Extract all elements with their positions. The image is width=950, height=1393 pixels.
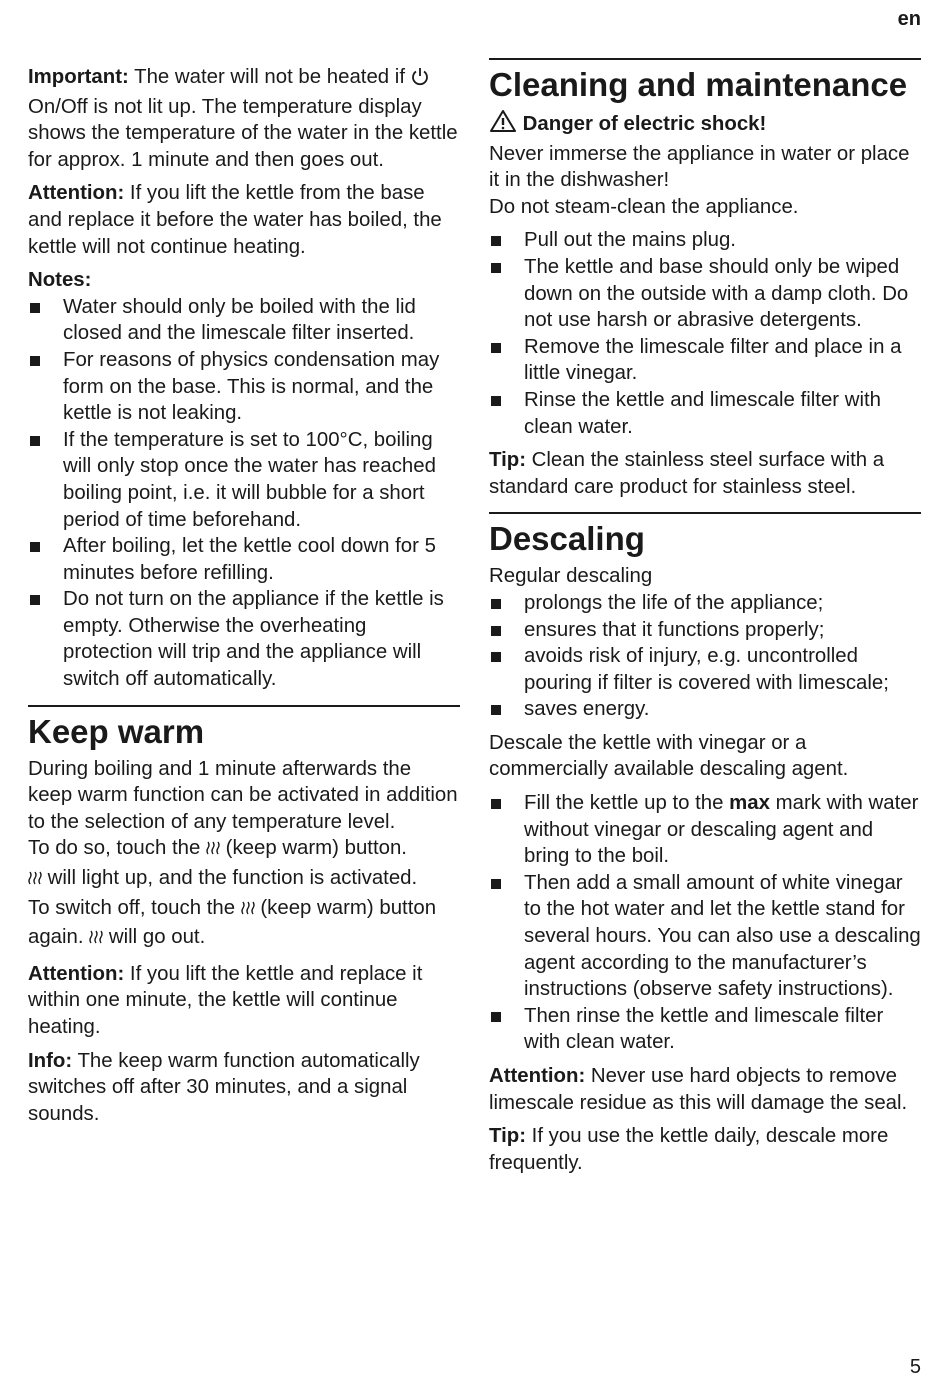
keep-warm-icon <box>241 898 255 925</box>
descaling-attention: Attention: Never use hard objects to remove limescale residue as this will damage the seal. <box>489 1065 908 1114</box>
keep-warm-attention: Attention: If you lift the kettle and replace it within one minute, the kettle will continue heating. <box>28 962 423 1038</box>
list-item: Fill the kettle up to the max mark with water without vinegar or descaling agent and bring to the boil. <box>489 790 921 870</box>
descaling-steps <box>489 790 921 1056</box>
list-item: For reasons of physics condensation may form on the base. This is normal, and the kettle is not leaking. <box>28 347 460 427</box>
bullet-icon <box>491 343 501 353</box>
section-heading: Keep warm <box>28 712 205 750</box>
list-item: Remove the limescale filter and place in a little vinegar. <box>489 334 921 387</box>
attention-label: Attention: <box>28 962 125 985</box>
attention-label: Attention: <box>489 1065 586 1087</box>
bullet-icon <box>30 303 40 313</box>
power-icon <box>411 66 429 94</box>
info-label: Info: <box>28 1049 73 1072</box>
keep-warm-section <box>28 705 460 752</box>
list-item: Then add a small amount of white vinegar to the hot water and let the kettle stand for several hours. You can also use a descaling agent according to the manufacturer’s instructions (observe safety instructions). <box>489 870 921 1003</box>
list-item: After boiling, let the kettle cool down for 5 minutes before refilling. <box>28 533 460 586</box>
right-column <box>489 58 921 1183</box>
tip-label: Tip: <box>489 1125 526 1148</box>
list-item: Then rinse the kettle and limescale filter with clean water. <box>489 1003 921 1056</box>
bullet-icon <box>30 436 40 446</box>
descaling-agent-text: Descale the kettle with vinegar or a commercially available descaling agent. <box>489 731 849 781</box>
list-item: If the temperature is set to 100°C, boiling will only stop once the water has reached boiling point, i.e. it will bubble for a short period of time beforehand. <box>28 427 460 533</box>
bullet-icon <box>30 356 40 366</box>
page-number: 5 <box>909 1356 921 1378</box>
keep-warm-info: Info: The keep warm function automatically switches off after 30 minutes, and a signal sounds. <box>28 1049 420 1125</box>
bullet-icon <box>491 236 501 246</box>
descaling-benefits <box>489 590 921 723</box>
bullet-icon <box>491 626 501 636</box>
cleaning-tip: Tip: Clean the stainless steel surface with a standard care product for stainless steel. <box>489 449 885 498</box>
bullet-icon <box>491 396 501 406</box>
cleaning-steps <box>489 227 921 440</box>
attention-paragraph: Attention: If you lift the kettle from the base and replace it before the water has boiled, the kettle will not continue heating. <box>28 182 442 258</box>
keep-warm-instructions: To do so, touch the (keep warm) button. will light up, and the function is activated. To switch off, touch the (keep warm) button again. will go out. <box>28 835 460 953</box>
keep-warm-intro: During boiling and 1 minute afterwards the keep warm function can be activated in addition to the selection of any temperature level. <box>28 757 458 833</box>
bullet-icon <box>491 879 501 889</box>
left-column <box>28 64 460 1134</box>
keep-warm-icon <box>206 838 220 865</box>
warning-triangle-icon <box>489 109 517 141</box>
keep-warm-icon <box>89 927 103 954</box>
important-label: Important: <box>28 66 129 88</box>
list-item: Water should only be boiled with the lid closed and the limescale filter inserted. <box>28 294 460 347</box>
section-heading: Descaling <box>489 520 645 558</box>
bullet-icon <box>30 595 40 605</box>
danger-warning: Danger of electric shock! <box>489 109 921 141</box>
danger-text: Never immerse the appliance in water or place it in the dishwasher! <box>489 142 910 192</box>
list-item: The kettle and base should only be wiped down on the outside with a damp cloth. Do not use harsh or abrasive detergents. <box>489 254 921 334</box>
list-item: ensures that it functions properly; <box>489 617 921 644</box>
notes-list <box>28 294 460 693</box>
list-item: Rinse the kettle and limescale filter with clean water. <box>489 387 921 440</box>
bullet-icon <box>491 799 501 809</box>
bullet-icon <box>491 599 501 609</box>
tip-label: Tip: <box>489 449 526 472</box>
bullet-icon <box>491 1012 501 1022</box>
list-item: saves energy. <box>489 696 921 723</box>
list-item: Do not turn on the appliance if the kettle is empty. Otherwise the overheating protection will trip and the appliance will switch off automatically. <box>28 586 460 692</box>
danger-text: Do not steam-clean the appliance. <box>489 195 799 218</box>
language-code: en <box>897 8 921 30</box>
list-item: avoids risk of injury, e.g. uncontrolled pouring if filter is covered with limescale; <box>489 643 921 696</box>
important-paragraph: Important: The water will not be heated if On/Off is not lit up. The temperature display shows the temperature of the water in the kettle for approx. 1 minute and then goes out. <box>28 66 458 171</box>
cleaning-section <box>489 58 921 105</box>
bullet-icon <box>30 542 40 552</box>
descaling-tip: Tip: If you use the kettle daily, descale more frequently. <box>489 1125 889 1174</box>
section-heading: Cleaning and maintenance <box>489 66 908 103</box>
notes-label: Notes: <box>28 269 92 292</box>
bullet-icon <box>491 652 501 662</box>
attention-label: Attention: <box>28 182 125 205</box>
keep-warm-icon <box>28 868 42 895</box>
bullet-icon <box>491 263 501 273</box>
descaling-section <box>489 512 921 559</box>
list-item: prolongs the life of the appliance; <box>489 590 921 617</box>
descaling-intro: Regular descaling <box>489 565 653 588</box>
bullet-icon <box>491 705 501 715</box>
list-item: Pull out the mains plug. <box>489 227 921 254</box>
